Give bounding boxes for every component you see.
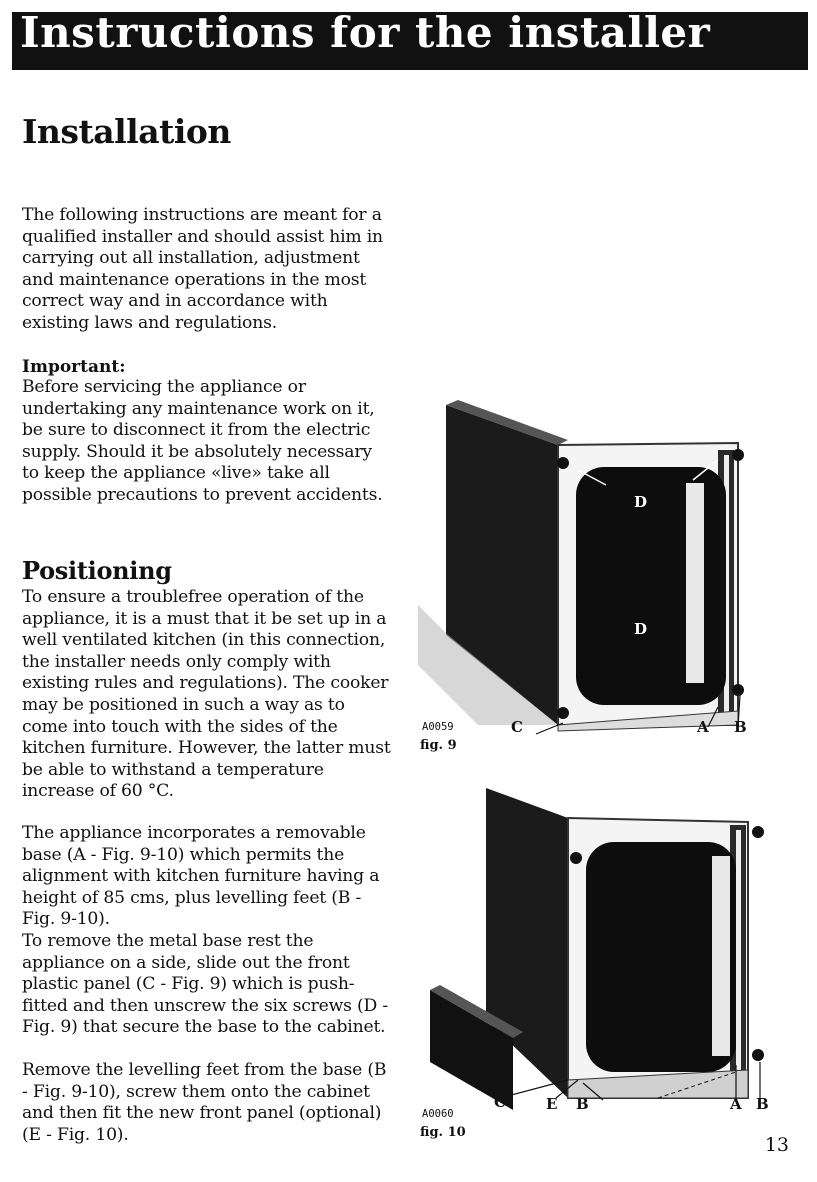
label-b: B — [734, 718, 747, 736]
screw-bottom-left — [557, 707, 569, 719]
screw-top-right — [752, 826, 764, 838]
figure-9-caption: fig. 9 — [420, 738, 457, 753]
label-a: A — [730, 1095, 742, 1113]
screw-top-left — [570, 852, 582, 864]
positioning-paragraph-1: To ensure a troublefree operation of the appliance, it is a must that it be set up in a well ventilated kitchen (in this connection, the installer needs only comply with existing rules and regulations). The cooker may be positioned in such a way as to come into touch with the sides of the kitchen furniture. However, the latter must be able to withstand a temperature increase of 60 °C. — [22, 587, 391, 802]
label-a: A — [697, 718, 709, 736]
figure-10-caption: fig. 10 — [420, 1125, 466, 1140]
figure-10-code: A0060 — [422, 1108, 454, 1120]
positioning-paragraph-4: Remove the levelling feet from the base (B - Fig. 9-10), screw them onto the cabinet and then fit the new front panel (optional) (E - Fig. 10). — [22, 1060, 387, 1145]
screw-bottom-right — [732, 684, 744, 696]
screw-top-left — [557, 457, 569, 469]
banner-title: Instructions for the installer — [20, 12, 711, 57]
label-c: C — [494, 1093, 506, 1111]
screw-top-right — [732, 449, 744, 461]
figure-9 — [418, 395, 788, 765]
label-c: C — [511, 718, 523, 736]
label-d-top: D — [634, 493, 648, 511]
page-number: 13 — [764, 1134, 789, 1156]
screw-bottom-right — [752, 1049, 764, 1061]
figure-10-illustration — [418, 780, 788, 1110]
label-e: E — [546, 1095, 558, 1113]
important-text: Before servicing the appliance or undertaking any maintenance work on it, be sure to disconnect it from the electric supply. Should it be absolutely necessary to keep the appliance «live» take all possible precautions to prevent accidents. — [22, 377, 383, 505]
figure-10 — [418, 780, 788, 1150]
label-d-bottom: D — [634, 620, 648, 638]
positioning-paragraph-3: To remove the metal base rest the appliance on a side, slide out the front plastic panel (C - Fig. 9) which is push-fitted and then unscrew the six screws (D - Fig. 9) that secure the base to the cabinet. — [22, 931, 388, 1038]
important-label: Important: — [22, 357, 126, 377]
installation-title: Installation — [22, 112, 231, 151]
label-b-left: B — [576, 1095, 589, 1113]
positioning-paragraph-2: The appliance incorporates a removable base (A - Fig. 9-10) which permits the alignment with kitchen furniture having a height of 85 cms, plus levelling feet (B - Fig. 9-10). — [22, 823, 380, 930]
label-b-right: B — [756, 1095, 769, 1113]
figure-9-code: A0059 — [422, 721, 454, 733]
positioning-title: Positioning — [22, 556, 172, 585]
figure-9-illustration — [418, 395, 788, 735]
header-banner — [12, 12, 808, 70]
installation-intro: The following instructions are meant for a qualified installer and should assist him in carrying out all installation, adjustment and maintenance operations in the most correct way and in accordance with existing laws and regulations. — [22, 205, 383, 333]
